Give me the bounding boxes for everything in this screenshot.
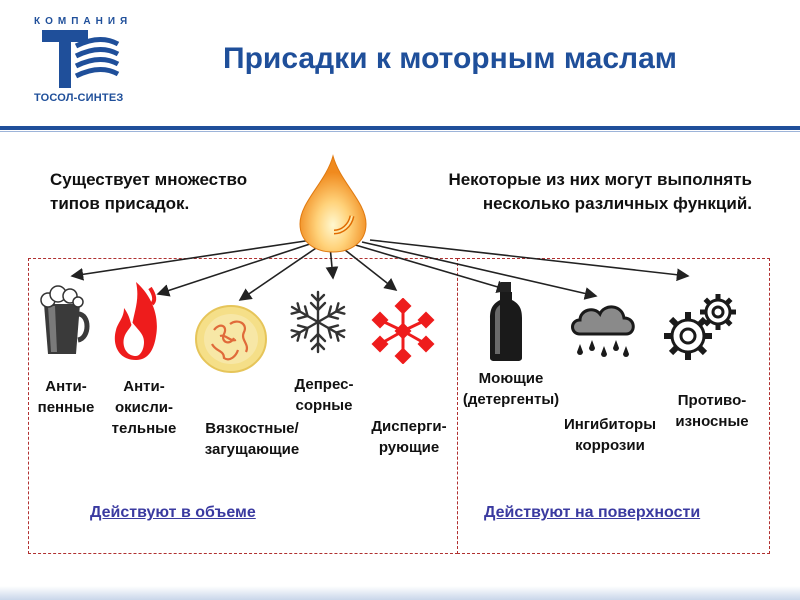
label-line: (детергенты) xyxy=(462,391,560,408)
intro-right-line: несколько различных функций. xyxy=(482,194,752,213)
dispersion-molecule-icon xyxy=(370,298,436,364)
label-line: рующие xyxy=(378,439,440,456)
beer-mug-icon xyxy=(38,284,90,356)
snowflake-icon xyxy=(284,288,352,356)
label-line: Анти- xyxy=(45,378,87,395)
label-depressant xyxy=(282,374,366,416)
company-name: ТОСОЛ-СИНТЕЗ xyxy=(34,92,124,104)
label-line: Противо- xyxy=(677,392,747,409)
volume-group-link[interactable]: Действуют в объеме xyxy=(90,504,256,521)
gears-icon xyxy=(662,290,742,370)
label-line: Дисперги- xyxy=(371,418,447,435)
label-antioxidant xyxy=(104,376,184,439)
flame-icon xyxy=(110,278,162,362)
label-line: износные xyxy=(675,413,749,430)
rain-cloud-icon xyxy=(566,294,640,362)
company-label: КОМПАНИЯ xyxy=(34,16,133,27)
intro-left-line: Существует множество xyxy=(50,170,248,189)
label-corrosion-inhibitor xyxy=(552,414,668,456)
label-line: Анти- xyxy=(123,378,165,395)
label-antiwear xyxy=(664,390,760,432)
label-viscosity xyxy=(190,418,314,460)
label-line: загущающие xyxy=(204,441,300,458)
label-line: Ингибиторы xyxy=(563,416,657,433)
viscous-disc-icon xyxy=(194,304,268,374)
intro-left-line: типов присадок. xyxy=(50,194,190,213)
label-line: сорные xyxy=(295,397,353,414)
oil-drop-icon xyxy=(290,152,376,256)
label-line: Вязкостные/ xyxy=(205,420,299,437)
label-detergent xyxy=(452,368,570,410)
surface-group-link[interactable]: Действуют на поверхности xyxy=(484,504,701,521)
label-line: тельные xyxy=(111,420,177,437)
label-line: Депрес- xyxy=(294,376,354,393)
intro-right-line: Некоторые из них могут выполнять xyxy=(448,170,752,189)
label-dispersant xyxy=(362,416,456,458)
label-antifoam xyxy=(28,376,104,418)
oil-bottle-icon xyxy=(486,280,526,362)
label-line: окисли- xyxy=(115,399,173,416)
label-line: пенные xyxy=(37,399,95,416)
label-line: Моющие xyxy=(478,370,544,387)
footer-bar xyxy=(0,586,800,600)
label-line: коррозии xyxy=(575,437,645,454)
page-title: Присадки к моторным маслам xyxy=(223,42,677,75)
